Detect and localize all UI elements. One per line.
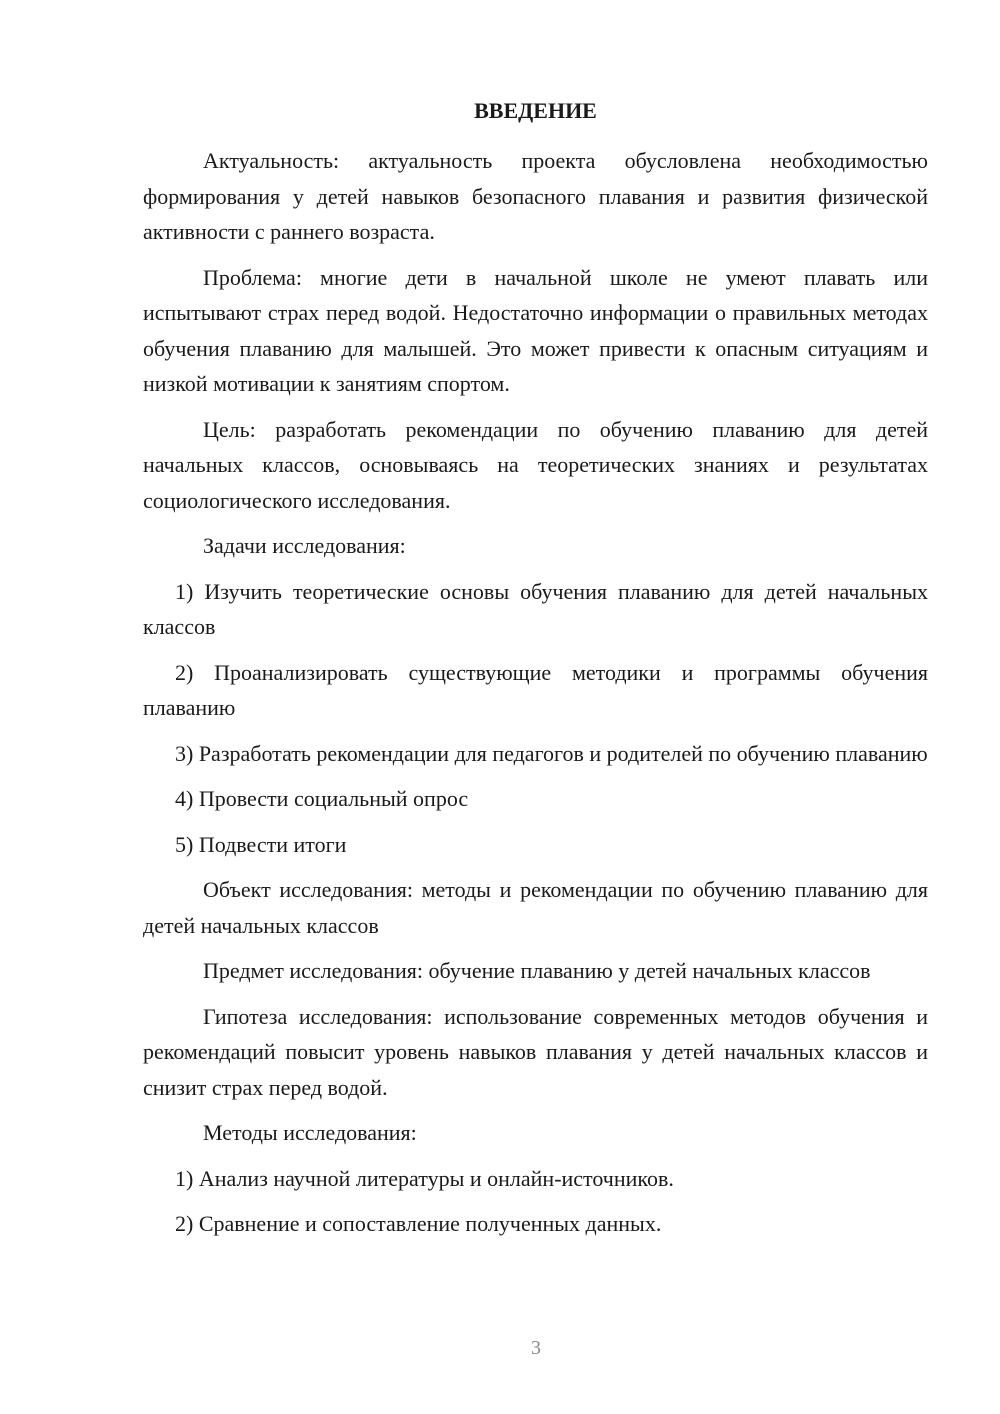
method-item-2: 2) Сравнение и сопоставление полученных данных. [175, 1211, 662, 1236]
tasks-title: Задачи исследования: [203, 533, 406, 558]
relevance-paragraph: Актуальность: актуальность проекта обусловлена необходимостью формирования у детей навыков безопасного плавания и развития физической активности с раннего возраста. [143, 148, 928, 244]
page-title: ВВЕДЕНИЕ [474, 98, 597, 123]
method-item-1: 1) Анализ научной литературы и онлайн-источников. [175, 1165, 674, 1191]
goal-paragraph: Цель: разработать рекомендации по обучению плаванию для детей начальных классов, основываясь на теоретических знаниях и результатах социологического исследования. [143, 416, 928, 513]
task-item-1: 1) Изучить теоретические основы обучения плаванию для детей начальных классов [143, 578, 928, 639]
hypothesis-paragraph: Гипотеза исследования: использование современных методов обучения и рекомендаций повысит уровень навыков плавания у детей начальных классов и снизит страх перед водой. [143, 1003, 928, 1100]
task-item-5: 5) Подвести итоги [175, 831, 347, 857]
document-body [143, 143, 928, 1252]
task-item-3: 3) Разработать рекомендации для педагогов и родителей по обучению плаванию [175, 740, 928, 766]
methods-title: Методы исследования: [203, 1120, 417, 1145]
page-number: 3 [531, 1337, 541, 1359]
object-paragraph: Объект исследования: методы и рекомендации по обучению плаванию для детей начальных классов [143, 877, 928, 938]
problem-paragraph: Проблема: многие дети в начальной школе не умеют плавать или испытывают страх перед водой. Недостаточно информации о правильных методах обучения плаванию для малышей. Это может привести к опасным ситуациям и низкой мотивации к занятиям спортом. [143, 264, 928, 396]
subject-paragraph: Предмет исследования: обучение плаванию у детей начальных классов [203, 958, 871, 983]
task-item-4: 4) Провести социальный опрос [175, 786, 469, 811]
task-item-2: 2) Проанализировать существующие методики и программы обучения плаванию [143, 659, 928, 720]
